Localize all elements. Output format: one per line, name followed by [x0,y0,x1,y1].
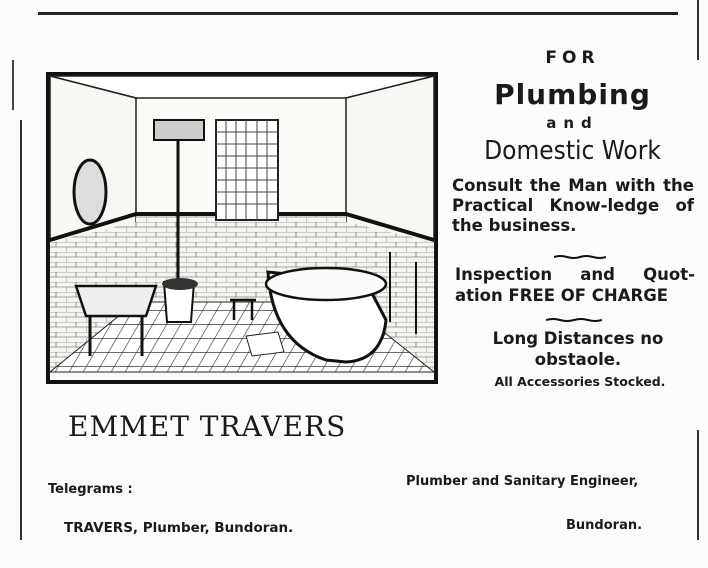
town: Bundoran. [566,518,643,533]
left-border-top [12,60,14,110]
trade-title: Plumber and Sanitary Engineer, [406,474,639,489]
business-name: EMMET TRAVERS [68,410,347,443]
left-border [20,120,22,540]
divider-wave [546,318,602,322]
telegram-address: TRAVERS, Plumber, Bundoran. [64,520,294,536]
telegrams-label: Telegrams : [48,482,133,497]
ad-consult-text: Consult the Man with the Practical Know-ledge of the business. [452,176,694,235]
ad-accessories: All Accessories Stocked. [494,374,666,389]
right-border-bottom [697,430,699,540]
ad-plumbing: Plumbing [494,78,651,111]
ad-domestic-work: Domestic Work [484,136,661,166]
ad-for: FOR [545,48,600,68]
ad-inspection-text: Inspection and Quot-ation FREE OF CHARGE [455,265,695,305]
ad-and: and [546,114,599,132]
top-rule [38,12,678,15]
bathroom-illustration [46,72,438,384]
right-border-top [697,0,699,60]
ad-long-distances: Long Distances no obstaole. [492,329,664,369]
divider-wave [554,255,606,259]
